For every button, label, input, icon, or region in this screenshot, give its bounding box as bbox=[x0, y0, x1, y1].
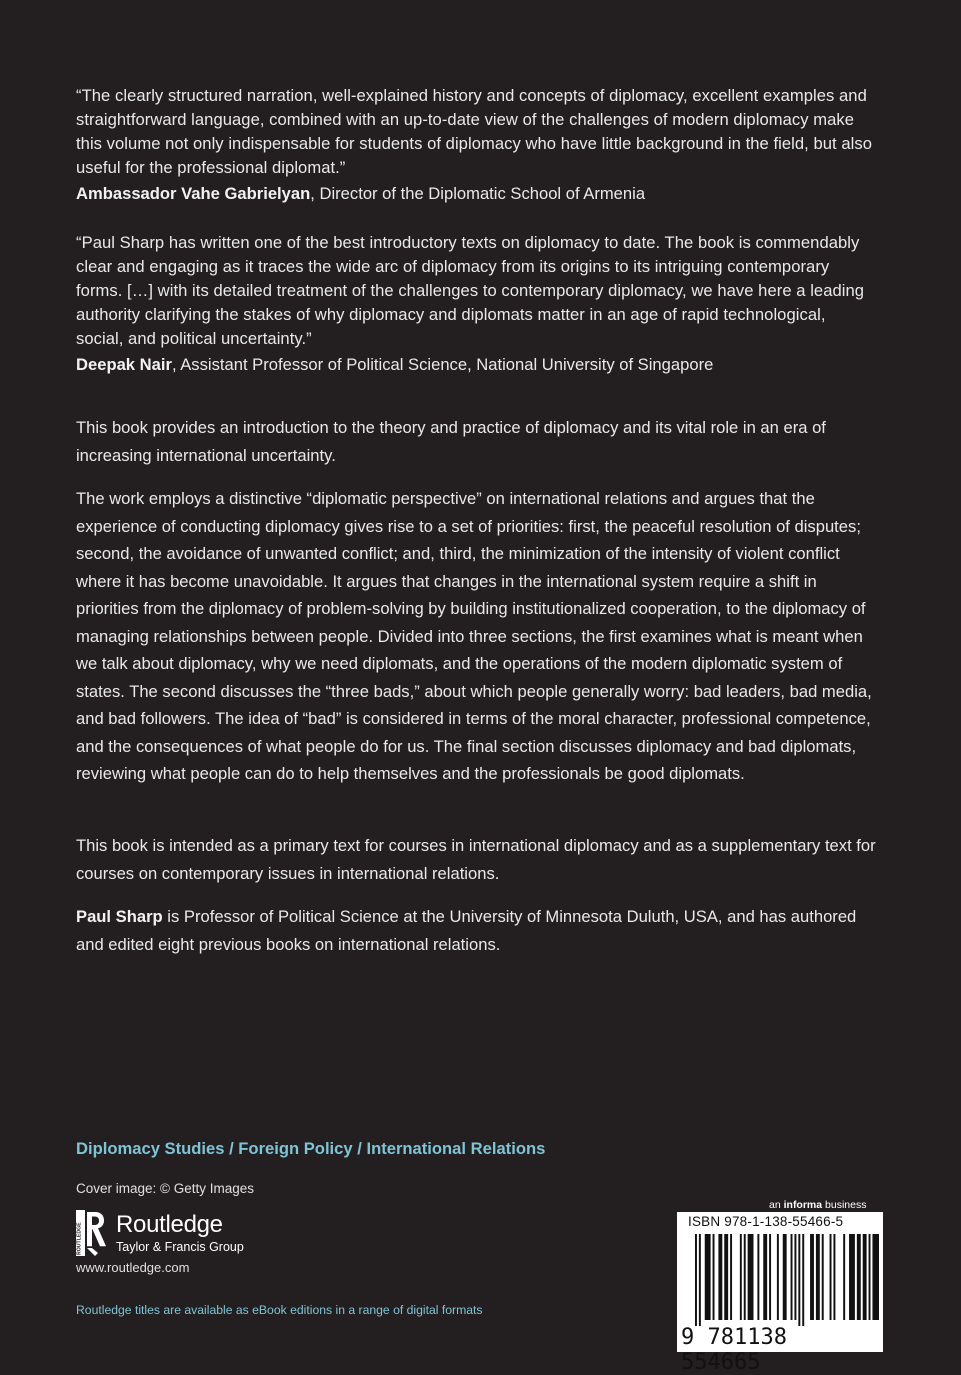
isbn-barcode bbox=[677, 1212, 883, 1375]
author-bio bbox=[76, 903, 876, 958]
cover-credit: Cover image: © Getty Images bbox=[76, 1181, 255, 1196]
review-2-role: , Assistant Professor of Political Science, National University of Singapore bbox=[171, 355, 714, 374]
publisher-name: Routledge bbox=[116, 1211, 223, 1238]
author-name: Paul Sharp bbox=[76, 907, 163, 926]
description-paragraph-2: The work employs a distinctive “diplomatic perspective” on international relations and argues that the experience of conducting diplomacy gives rise to a set of priorities: first, the peaceful resolution of disputes; second, the avoidance of unwanted conflict; and, third, the minimization of the intensity of violent conflict where it has become unavoidable. It argues that changes in the international system require a shift in priorities from the diplomacy of problem-solving by building institutionalized cooperation, to the diplomacy of managing relationships between people. Divided into three sections, the first examines what is meant when we talk about diplomacy, why we need diplomats, and the operations of the modern diplomatic system of states. The second discusses the “three bads,” about which people generally worry: bad leaders, bad media, and bad followers. The idea of “bad” is considered in terms of the moral character, professional competence, and the consequences of what people do for us. The final section discusses diplomacy and bad diplomats, reviewing what people can do to help themselves and the professionals be good diplomats. bbox=[76, 489, 872, 783]
svg-text:ROUTLEDGE: ROUTLEDGE bbox=[76, 1222, 83, 1255]
description-paragraph-1: This book provides an introduction to the theory and practice of diplomacy and its vital role in an era of increasing international uncertainty. bbox=[76, 418, 826, 465]
review-1-quote: “The clearly structured narration, well-explained history and concepts of diplomacy, excellent examples and straightforward language, combined with an up-to-date view of the challenges of modern diplomacy make this volume not only indispensable for students of diplomacy who have little background in the field, but also useful for the professional diplomat.” bbox=[76, 86, 873, 177]
routledge-r-icon bbox=[76, 1210, 106, 1258]
review-2-quote: “Paul Sharp has written one of the best introductory texts on diplomacy to date. The book is commendably clear and engaging as it traces the wide arc of diplomacy from its origins to its intriguing contemporary forms. […] with its detailed treatment of the challenges to contemporary diplomacy, we have here a leading authority clarifying the stakes of why diplomacy and diplomats matter in an age of rapid technological, social, and political uncertainty.” bbox=[76, 233, 865, 348]
review-2-attribution bbox=[76, 353, 876, 377]
informa-word: informa bbox=[783, 1199, 823, 1211]
review-1-name: Ambassador Vahe Gabrielyan bbox=[76, 184, 311, 203]
publisher-group: Taylor & Francis Group bbox=[116, 1240, 244, 1254]
description-paragraph-3: This book is intended as a primary text for courses in international diplomacy and as a supplementary text for courses on contemporary issues in international relations. bbox=[76, 836, 876, 883]
review-1 bbox=[76, 84, 876, 206]
review-1-attribution bbox=[76, 182, 876, 206]
subject-categories: Diplomacy Studies / Foreign Policy / International Relations bbox=[76, 1139, 546, 1158]
publisher-website: www.routledge.com bbox=[76, 1260, 190, 1275]
review-2-name: Deepak Nair bbox=[76, 355, 172, 374]
informa-suffix: business bbox=[822, 1199, 867, 1211]
isbn-label: ISBN 978-1-138-55466-5 bbox=[688, 1214, 844, 1229]
routledge-logo bbox=[76, 1210, 276, 1256]
author-bio-text: is Professor of Political Science at the University of Minnesota Duluth, USA, and has authored and edited eight previous books on international relations. bbox=[76, 907, 857, 954]
review-1-role: , Director of the Diplomatic School of Armenia bbox=[310, 184, 646, 203]
ebook-note: Routledge titles are available as eBook editions in a range of digital formats bbox=[76, 1303, 483, 1317]
informa-tagline bbox=[769, 1199, 866, 1211]
review-2 bbox=[76, 231, 876, 377]
barcode-digits: 9 781138 554665 bbox=[681, 1325, 787, 1375]
informa-prefix: an bbox=[769, 1199, 784, 1211]
barcode-bars bbox=[681, 1234, 879, 1330]
